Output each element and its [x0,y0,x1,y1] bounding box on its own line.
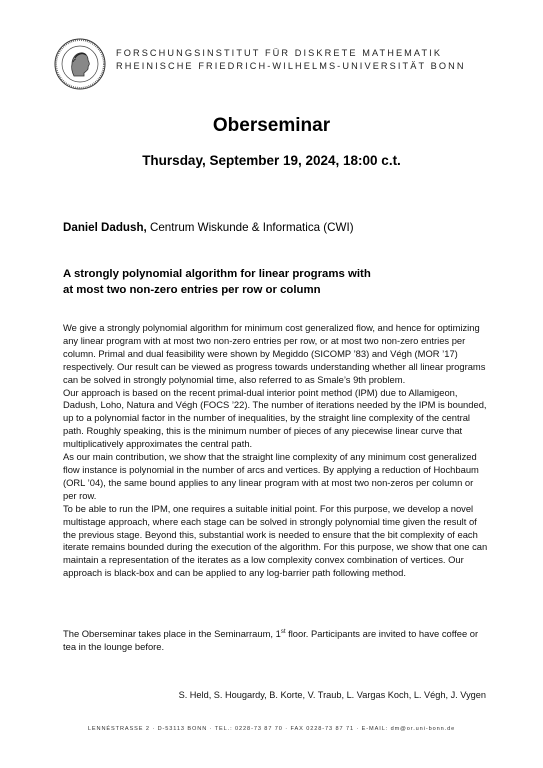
venue-info [63,627,489,653]
speaker-line [63,221,503,234]
abstract-paragraph-4: To be able to run the IPM, one requires a suitable initial point. For this purpose, we develop a novel multistage approach, where each stage can be solved in strongly polynomial time given the result of the previous stage. Beyond this, substantial work is needed to ensure that the bit complexity of each iterate remains bounded during the execution of the algorithm. For this purpose, we show that one can maintain a representation of the iterates as a low complexity convex combination of vertices. Our approach is black-box and can be applied to any log-barrier path following method. [63,502,488,579]
talk-title [63,266,493,298]
page-title: Oberseminar [212,115,331,136]
abstract-paragraph-3: As our main contribution, we show that the straight line complexity of any minimum cost generalized flow instance is polynomial in the number of arcs and vertices. By applying a reduction of Hochbaum (ORL ’04), the same bound applies to any linear program with at most two non-zeros per column or per row. [63,451,479,501]
event-datetime: Thursday, September 19, 2024, 18:00 c.t. [142,153,401,168]
institute-line-1: FORSCHUNGSINSTITUT FÜR DISKRETE MATHEMATIK [116,48,443,58]
venue-floor-suffix: st [280,628,286,635]
speaker-name: Daniel Dadush, [63,221,147,234]
venue-text-b: floor. Participants are invited to have coffee or tea in the lounge before. [63,628,479,652]
talk-title-line-1: A strongly polynomial algorithm for linear programs with [63,268,371,280]
talk-title-line-2: at most two non-zero entries per row or column [63,284,321,296]
institute-line-2: RHEINISCHE FRIEDRICH-WILHELMS-UNIVERSITÄT BONN [116,61,466,71]
abstract-paragraph-1: We give a strongly polynomial algorithm for minimum cost generalized flow, and hence for optimizing any linear program with at most two non-zero entries per row, or at most two non-zero entries per column. Primal and dual feasibility were shown by Megiddo (SICOMP ’83) and Végh (MOR ’17) respectively. Our result can be viewed as progress towards understanding whether all linear programs can be solved in strongly polynomial time, also referred to as Smale’s 9th problem. [63,322,486,385]
abstract [63,322,489,580]
organizers: S. Held, S. Hougardy, B. Korte, V. Traub, L. Vargas Koch, L. Végh, J. Vygen [178,690,486,700]
address-footer: LENNÉSTRASSE 2 · D-53113 BONN · TEL.: 0228-73 87 70 · FAX 0228-73 87 71 · E-MAIL: dm@or.uni-bonn.de [87,726,456,732]
venue-text-a: The Oberseminar takes place in the Seminarraum, 1 [63,628,281,639]
university-seal-icon [54,38,106,90]
speaker-affiliation: Centrum Wiskunde & Informatica (CWI) [149,221,354,234]
abstract-paragraph-2: Our approach is based on the recent primal-dual interior point method (IPM) due to Allamigeon, Dadush, Loho, Natura and Végh (FOCS ’22). The number of iterations needed by the IPM is bounded, up to a polynomial factor in the number of inequalities, by the straight line complexity of the central path. Roughly speaking, this is the minimum number of pieces of any piecewise linear curve that multiplicatively approximates the central path. [63,386,487,450]
institute-name [116,47,496,73]
